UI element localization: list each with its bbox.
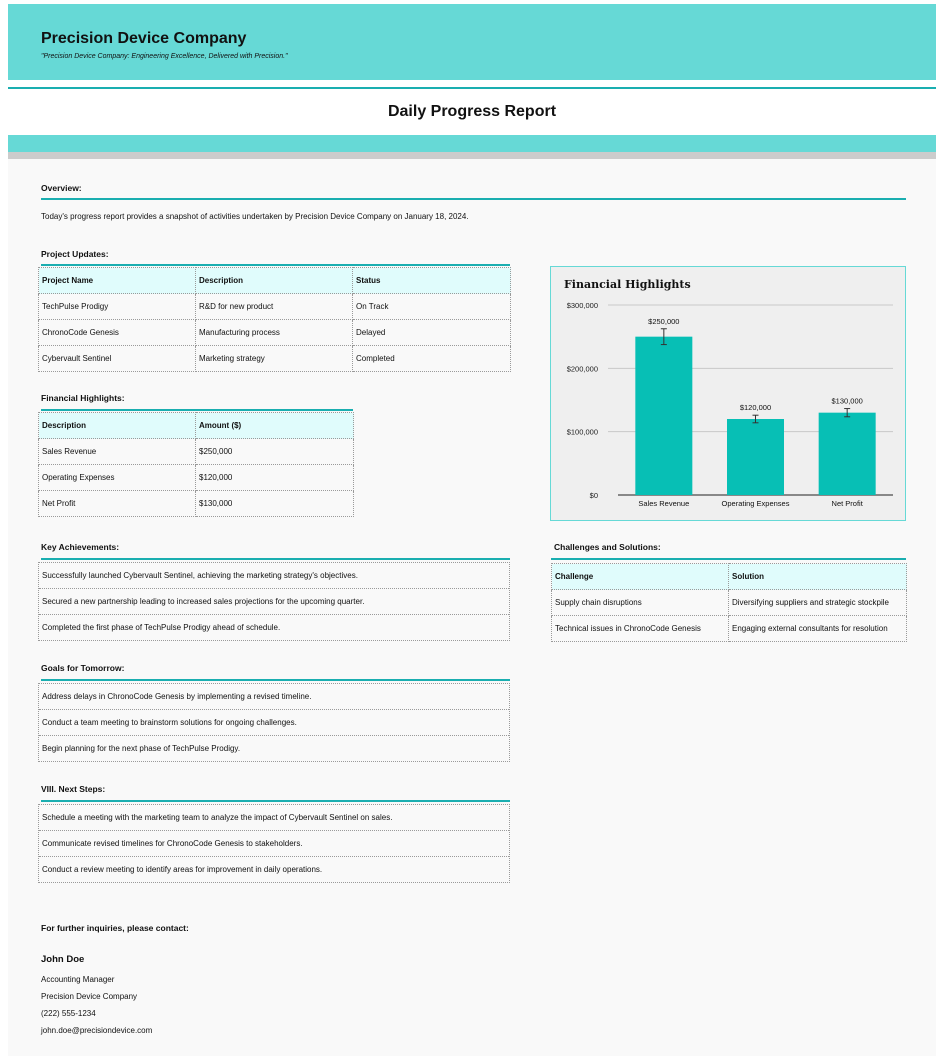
table-row — [552, 590, 907, 616]
gray-band — [8, 152, 936, 159]
table-cell: Technical issues in ChronoCode Genesis — [552, 616, 729, 642]
y-tick-label: $300,000 — [566, 301, 598, 310]
x-tick-label: Sales Revenue — [638, 499, 690, 508]
table-cell: $250,000 — [196, 439, 354, 465]
column-header: Description — [196, 268, 353, 294]
table-header-row — [552, 564, 907, 590]
list-item: Conduct a review meeting to identify areas for improvement in daily operations. — [42, 865, 323, 874]
x-tick-label: Net Profit — [831, 499, 863, 508]
column-header: Description — [39, 413, 196, 439]
data-label: $130,000 — [831, 396, 863, 406]
key-achievements-rule — [41, 558, 510, 560]
y-tick-label: $0 — [589, 491, 598, 500]
list-item: Communicate revised timelines for ChronoCode Genesis to stakeholders. — [39, 831, 509, 857]
chart-title: Financial Highlights — [564, 278, 691, 291]
y-tick-label: $200,000 — [566, 364, 598, 374]
table-cell: Engaging external consultants for resolution — [729, 616, 907, 642]
table-row — [39, 439, 354, 465]
key-achievements-heading: Key Achievements: — [41, 542, 120, 552]
financial-table — [38, 412, 354, 517]
table-cell: R&D for new product — [196, 294, 353, 320]
y-tick-label: $100,000 — [566, 427, 598, 437]
next-steps-heading: VIII. Next Steps: — [41, 784, 106, 794]
header-bar — [8, 4, 936, 80]
table-cell: ChronoCode Genesis — [39, 320, 196, 346]
challenges-table — [551, 563, 907, 642]
column-header: Solution — [729, 564, 907, 590]
challenges-rule — [551, 558, 906, 560]
table-cell: Diversifying suppliers and strategic stockpile — [729, 590, 907, 616]
next-steps-list — [38, 804, 510, 883]
key-achievements-list — [38, 562, 510, 641]
overview-text: Today's progress report provides a snapshot of activities undertaken by Precision Device Company on January 18, 2024. — [41, 212, 469, 221]
company-name: Precision Device Company — [41, 30, 247, 47]
list-item: Secured a new partnership leading to increased sales projections for the upcoming quarter. — [39, 589, 509, 615]
table-row — [39, 294, 511, 320]
table-row — [39, 320, 511, 346]
project-updates-table — [38, 267, 511, 372]
project-updates-heading: Project Updates: — [41, 249, 109, 259]
table-header-row — [39, 268, 511, 294]
overview-heading: Overview: — [41, 183, 82, 193]
x-tick-label: Operating Expenses — [721, 499, 790, 508]
table-cell: Net Profit — [39, 491, 196, 517]
contact-email[interactable]: john.doe@precisiondevice.com — [41, 1026, 153, 1035]
table-row — [39, 465, 354, 491]
bar — [727, 419, 784, 495]
bar — [819, 413, 876, 495]
list-item: Successfully launched Cybervault Sentinel, achieving the marketing strategy's objectives. — [39, 563, 509, 589]
table-cell: Marketing strategy — [196, 346, 353, 372]
table-cell: $120,000 — [196, 465, 354, 491]
financial-chart — [550, 266, 906, 521]
contact-name: John Doe — [41, 954, 85, 965]
goals-rule — [41, 679, 510, 681]
bar — [635, 337, 692, 495]
column-header: Status — [353, 268, 511, 294]
contact-heading: For further inquiries, please contact: — [41, 923, 189, 933]
contact-company: Precision Device Company — [41, 992, 138, 1001]
financial-highlights-rule — [41, 409, 353, 411]
table-row — [39, 491, 354, 517]
header-spacer — [8, 80, 936, 87]
list-item: Address delays in ChronoCode Genesis by implementing a revised timeline. — [39, 684, 509, 710]
overview-rule — [41, 198, 906, 200]
challenges-heading: Challenges and Solutions: — [554, 542, 661, 552]
report-page — [8, 4, 936, 1056]
table-cell: Cybervault Sentinel — [39, 346, 196, 372]
table-cell: TechPulse Prodigy — [39, 294, 196, 320]
list-item: Conduct a team meeting to brainstorm solutions for ongoing challenges. — [39, 710, 509, 736]
table-row — [552, 616, 907, 642]
table-cell: On Track — [353, 294, 511, 320]
table-cell: Delayed — [353, 320, 511, 346]
table-cell: Completed — [353, 346, 511, 372]
table-cell: Supply chain disruptions — [552, 590, 729, 616]
chart-plot — [551, 267, 905, 520]
goals-heading: Goals for Tomorrow: — [41, 663, 125, 673]
table-cell: Operating Expenses — [39, 465, 196, 491]
goals-list — [38, 683, 510, 762]
table-cell: Manufacturing process — [196, 320, 353, 346]
table-header-row — [39, 413, 354, 439]
company-tagline: "Precision Device Company: Engineering Excellence, Delivered with Precision." — [41, 53, 288, 60]
column-header: Challenge — [552, 564, 729, 590]
table-cell: Sales Revenue — [39, 439, 196, 465]
report-title: Daily Progress Report — [387, 103, 557, 120]
financial-highlights-heading: Financial Highlights: — [41, 393, 125, 403]
data-label: $250,000 — [648, 316, 680, 326]
project-updates-rule — [41, 264, 510, 266]
column-header: Project Name — [39, 268, 196, 294]
contact-phone: (222) 555-1234 — [41, 1009, 96, 1018]
list-item: Completed the first phase of TechPulse Prodigy ahead of schedule. — [42, 623, 281, 632]
next-steps-rule — [41, 800, 510, 802]
list-item: Begin planning for the next phase of TechPulse Prodigy. — [42, 744, 241, 753]
title-bar — [8, 89, 936, 135]
list-item: Schedule a meeting with the marketing team to analyze the impact of Cybervault Sentinel on sales. — [39, 805, 509, 831]
table-row — [39, 346, 511, 372]
contact-role: Accounting Manager — [41, 975, 115, 984]
data-label: $120,000 — [739, 403, 772, 413]
table-cell: $130,000 — [196, 491, 354, 517]
column-header: Amount ($) — [196, 413, 354, 439]
accent-band — [8, 135, 936, 152]
